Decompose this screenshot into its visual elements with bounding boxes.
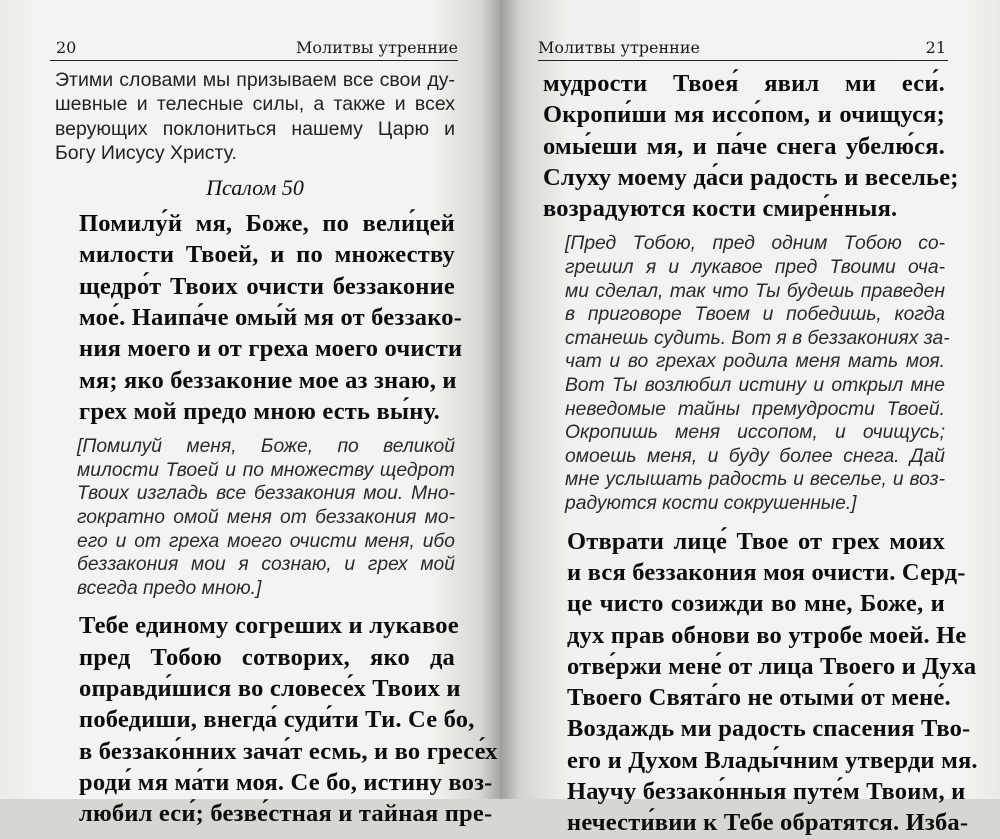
text-line: его и от греха моего очисти меня, ибо <box>77 530 455 552</box>
text-line: мя; яко беззаконие мое аз знаю, и <box>79 366 457 394</box>
right-page-body <box>543 68 978 839</box>
text-line: Слуху моему да́си радость и веселье; <box>543 163 959 191</box>
left-page-header <box>50 38 458 61</box>
text-line: станешь судить. Вот я в беззакониях за- <box>565 327 950 349</box>
slavonic-verse <box>543 526 978 839</box>
text-line: возрадуются кости смире́нныя. <box>543 195 898 223</box>
text-line: Твоих изгладь все беззакония мои. Мно- <box>77 483 455 505</box>
russian-translation <box>55 435 455 600</box>
text-line: [Пред Тобою, пред одним Тобою со- <box>565 233 945 255</box>
text-line: ния моего и от греха моего очисти <box>79 335 463 363</box>
text-line: радуются кости сокрушенные.] <box>565 493 857 515</box>
text-line: нечести́вии к Тебе обратятся. Изба- <box>567 809 969 837</box>
russian-translation <box>543 232 950 515</box>
text-line: беззакония мои я сознаю, и грех мой <box>77 554 455 576</box>
text-line: Воздаждь ми радость спасения Тво- <box>567 715 971 743</box>
text-line: Окропишь меня иссопом, и очищусь; <box>565 422 945 444</box>
text-line: омоешь меня, и буду более снега. Дай <box>565 445 945 467</box>
text-line: его и Духом Влады́чним утверди мя. <box>567 746 978 774</box>
text-line: омы́еши мя, и па́че снега убелю́ся. <box>543 132 945 160</box>
text-line: милости Твоей и по множеству щедрот <box>77 459 455 481</box>
text-line: шевные и телесные силы, а также и всех <box>55 93 455 116</box>
text-line: в беззако́нних зача́т есмь, и во гресе́х <box>79 737 498 765</box>
psalm-title: Псалом 50 <box>206 175 304 201</box>
running-title: Молитвы утренние <box>296 38 458 57</box>
text-line: отве́ржи мене́ от лица Твоего и Духа <box>567 652 977 680</box>
text-line: и вся беззакония моя очисти. Серд- <box>567 558 966 586</box>
left-page-body <box>55 68 498 830</box>
text-line: Этими словами мы призываем все свои ду- <box>55 69 455 91</box>
text-line: Твоего Свята́го не отыми́ от мене́. <box>567 684 951 712</box>
right-page <box>500 0 1000 837</box>
text-line: милости Твоей, и по множеству <box>79 241 455 269</box>
text-line: дух прав обнови во утробе моей. Не <box>567 621 967 649</box>
left-page <box>0 0 500 828</box>
text-line: ми сделал, так что Ты будешь праведен <box>565 280 945 302</box>
text-line: Тебе единому согреших и лукавое <box>79 612 459 640</box>
text-line: оправди́шися во словесе́х Твоих и <box>79 675 461 703</box>
text-line: победиши, внегда́ суди́ти Ти. Се бо, <box>79 706 475 734</box>
text-line: грех мой предо мною есть вы́ну. <box>79 397 440 425</box>
slavonic-verse <box>55 610 498 829</box>
intro-paragraph <box>55 68 455 165</box>
text-line: неведомые тайны премудрости Твоей. <box>565 398 945 420</box>
text-line: в приговоре Твоем и победишь, когда <box>565 304 945 326</box>
text-line: роди́ мя ма́ти моя. Се бо, истину воз- <box>79 768 493 796</box>
text-line: Окропи́ши мя иссо́пом, и очищуся; <box>543 101 945 129</box>
text-line: всегда предо мною.] <box>77 577 262 599</box>
text-line: Научу беззако́нныя путе́м Твоим, и <box>567 777 966 805</box>
text-line: [Помилуй меня, Боже, по великой <box>77 436 455 458</box>
text-line: мое́. Наипа́че омы́й мя от беззако- <box>79 304 463 332</box>
text-line: любил еси́; безве́стная и тайная пре- <box>79 800 493 828</box>
page-number: 21 <box>925 38 946 57</box>
slavonic-verse <box>543 68 959 224</box>
text-line: мне услышать радость и веселье, и воз- <box>565 469 945 491</box>
text-line: Богу Иисусу Христу. <box>55 141 237 164</box>
text-line: пред Тобою сотворих, яко да <box>79 643 455 671</box>
text-line: Помилу́й мя, Боже, по вели́цей <box>79 210 455 238</box>
text-line: Вот Ты возлюбил истину и открыл мне <box>565 375 945 397</box>
text-line: Отврати лице́ Твое от грех моих <box>567 527 945 555</box>
text-line: гократно омой меня от беззакония мо- <box>77 507 455 529</box>
running-title: Молитвы утренние <box>538 38 700 57</box>
slavonic-verse <box>55 208 463 427</box>
page-number: 20 <box>56 38 77 57</box>
text-line: чат и во грехах родила меня мать моя. <box>565 351 945 373</box>
text-line: щедро́т Твоих очисти беззаконие <box>79 272 455 300</box>
text-line: це чисто созижди во мне, Боже, и <box>567 590 945 618</box>
text-line: грешил я и лукавое пред Твоими оча- <box>565 257 945 279</box>
text-line: верующих поклониться нашему Царю и <box>55 117 455 140</box>
right-page-header <box>538 38 948 61</box>
text-line: мудрости Твоея́ явил ми еси́. <box>543 70 945 97</box>
